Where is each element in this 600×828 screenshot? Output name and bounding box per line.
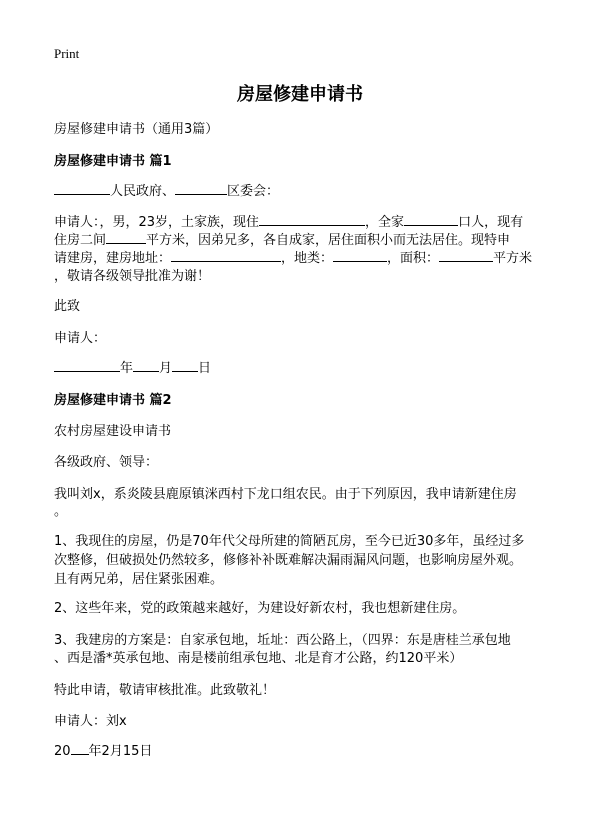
part2-date: 20 年2月15日 xyxy=(54,741,554,762)
blank xyxy=(439,248,493,262)
blank xyxy=(259,212,365,226)
part2-subtitle: 农村房屋建设申请书 xyxy=(54,424,172,439)
part2-paragraph-line: 、西是潘*英承包地、南是楼前组承包地、北是育才公路，约120平米） xyxy=(54,651,463,666)
part1-addressee: 人民政府、 区委会： xyxy=(54,181,554,202)
part1-heading: 房屋修建申请书 篇1 xyxy=(54,154,172,169)
part2-paragraph-line: 2、这些年来，党的政策越来越好，为建设好新农村，我也想新建住房。 xyxy=(54,601,466,616)
part2-paragraph-line: 。 xyxy=(54,504,68,519)
part1-body-line: ，敬请各级领导批准为谢！ xyxy=(54,269,211,284)
blank xyxy=(175,181,227,195)
blank xyxy=(54,358,120,372)
part1-body-line: 请建房，建房地址： ，地类： ，面积： 平方米 xyxy=(54,248,554,269)
blank xyxy=(133,358,159,372)
blank xyxy=(106,230,146,244)
blank xyxy=(333,248,387,262)
part2-paragraph-line: 且有两兄弟，居住紧张困难。 xyxy=(54,572,224,587)
part1-body-line: 住房二间 平方米，因弟兄多，各自成家，居住面积小而无法居住。现特申 xyxy=(54,230,554,251)
print-link[interactable]: Print xyxy=(54,46,80,61)
part2-heading: 房屋修建申请书 篇2 xyxy=(54,393,172,408)
blank xyxy=(54,181,110,195)
part2-signature: 申请人：刘x xyxy=(54,714,127,729)
document-title: 房屋修建申请书 xyxy=(237,84,363,105)
blank xyxy=(404,212,458,226)
part1-closing: 此致 xyxy=(54,299,81,314)
part2-greeting: 各级政府、领导： xyxy=(54,455,159,470)
part1-body-line: 申请人：，男，23岁，土家族，现住 ，全家 口人，现有 xyxy=(54,212,554,233)
part2-paragraph-line: 3、我建房的方案是：自家承包地，坵址：西公路上，（四界：东是唐桂兰承包地 xyxy=(54,633,511,648)
part1-signature: 申请人： xyxy=(54,331,107,346)
part2-paragraph-line: 次整修，但破损处仍然较多，修修补补既难解决漏雨漏风问题，也影响房屋外观。 xyxy=(54,553,523,568)
part2-closing: 特此申请，敬请审核批准。此致敬礼！ xyxy=(54,683,276,698)
part2-paragraph-line: 1、我现住的房屋，仍是70年代父母所建的简陋瓦房，至今已近30多年，虽经过多 xyxy=(54,534,525,549)
blank xyxy=(71,741,89,755)
blank xyxy=(171,248,281,262)
part1-date: 年 月 日 xyxy=(54,358,554,379)
document-subtitle: 房屋修建申请书（通用3篇） xyxy=(54,122,219,137)
part2-paragraph-line: 我叫刘x，系炎陵县鹿原镇洣西村下龙口组农民。由于下列原因，我申请新建住房 xyxy=(54,487,517,502)
blank xyxy=(172,358,198,372)
